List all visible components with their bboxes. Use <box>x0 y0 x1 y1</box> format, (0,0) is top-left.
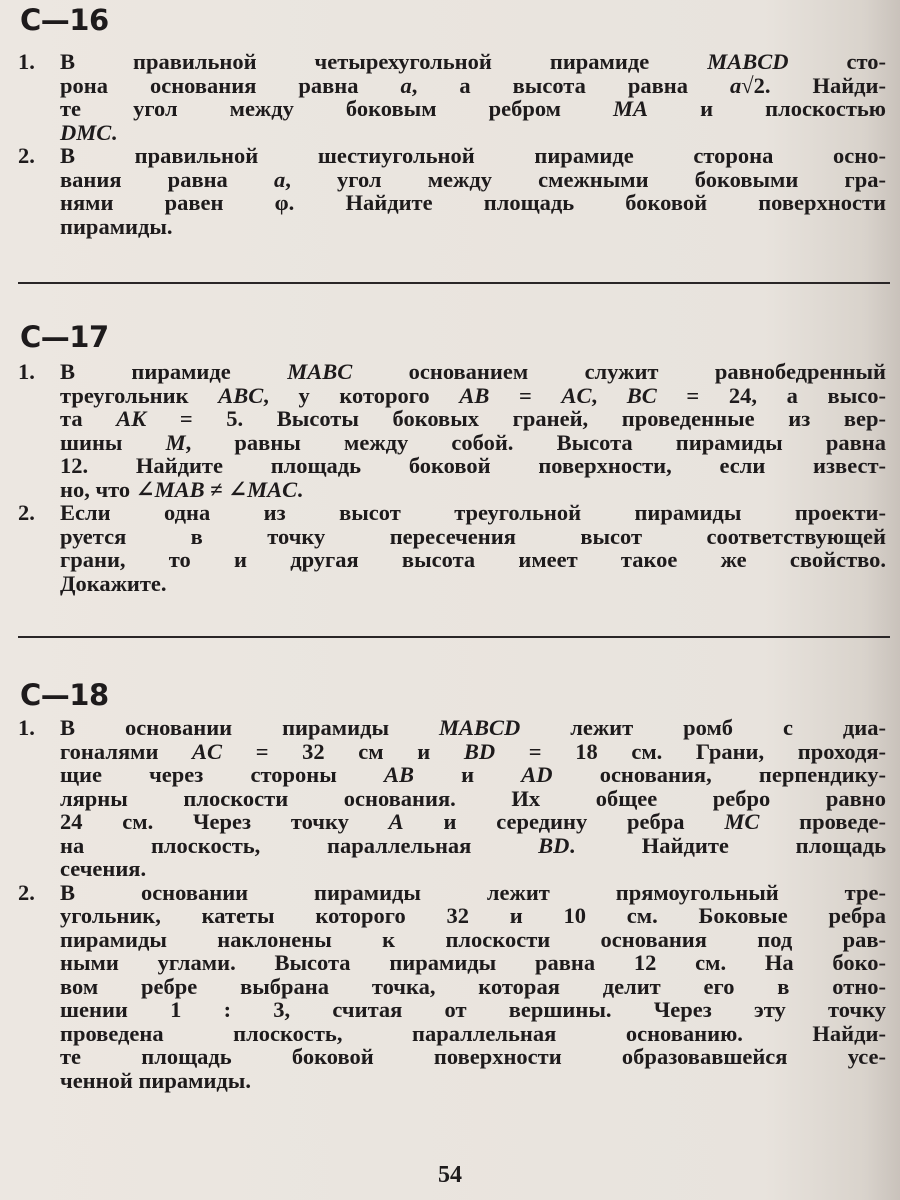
text-segment: = 5. Высоты боковых граней, проведенные из вер- <box>146 406 887 431</box>
section-heading-c17: С—17 <box>20 320 109 354</box>
text-line <box>60 454 886 478</box>
text-segment: грани, то и другая высота имеет такое же свойство. <box>60 547 886 572</box>
text-line <box>60 191 886 215</box>
text-line <box>60 740 886 764</box>
math-variable: DMC <box>60 119 112 145</box>
text-line <box>60 525 886 549</box>
problem-item <box>0 144 900 238</box>
text-line <box>60 975 886 999</box>
math-variable: M <box>165 429 186 455</box>
problem-number: 2. <box>18 500 35 525</box>
text-segment: сечения. <box>60 856 147 881</box>
text-segment: но, что ∠ <box>60 476 155 502</box>
text-segment: В основании пирамиды лежит прямоугольный тре- <box>60 879 886 905</box>
text-segment: , угол между смежными боковыми гра- <box>285 166 886 192</box>
math-variable: MABCD <box>707 49 789 74</box>
math-variable: BC <box>626 382 657 408</box>
divider-rule <box>18 282 890 284</box>
text-segment: треугольник <box>60 382 219 408</box>
text-segment: = <box>489 382 562 408</box>
page-number: 54 <box>438 1162 462 1188</box>
math-variable: A <box>388 809 404 834</box>
text-segment: ≠ ∠ <box>204 476 248 502</box>
text-line <box>60 904 886 928</box>
math-variable: AD <box>521 762 553 787</box>
text-segment: те площадь боковой поверхности образовавшейся усе- <box>60 1044 886 1069</box>
section-c17 <box>0 360 900 595</box>
text-line <box>60 1045 886 1069</box>
problem-item <box>0 716 900 881</box>
text-segment: та <box>60 406 117 431</box>
problem-number: 2. <box>18 879 35 905</box>
text-segment: и плоскостью <box>648 96 886 121</box>
text-segment: пирамиды наклонены к плоскости основания под рав- <box>60 926 886 952</box>
text-segment: руется в точку пересечения высот соответствующей <box>60 523 886 549</box>
math-variable: MABC <box>287 359 353 384</box>
text-line <box>60 857 886 881</box>
text-line <box>60 763 886 787</box>
text-line <box>60 478 886 502</box>
text-segment: В основании пирамиды <box>60 715 439 740</box>
text-segment: , у которого <box>263 382 460 408</box>
text-line <box>60 215 886 239</box>
text-segment: Если одна из высот треугольной пирамиды проекти- <box>60 500 886 525</box>
text-line <box>60 431 886 455</box>
text-segment: ными углами. Высота пирамиды равна 12 см. На боко- <box>60 950 886 975</box>
text-segment: основания, перпендику- <box>552 762 886 787</box>
problem-item <box>0 881 900 1093</box>
math-variable: AC <box>192 738 223 764</box>
section-c18 <box>0 716 900 1092</box>
text-segment: шении 1 : 3, считая от вершины. Через эту точку <box>60 997 886 1022</box>
text-line <box>60 407 886 431</box>
text-segment: проведена плоскость, параллельная основанию. Найди- <box>60 1020 886 1046</box>
text-segment: вом ребре выбрана точка, которая делит его в отно- <box>60 973 886 999</box>
text-segment: на плоскость, параллельная <box>60 832 539 858</box>
section-c16 <box>0 50 900 238</box>
text-line <box>60 572 886 596</box>
math-variable: ABC <box>218 382 264 408</box>
text-line <box>60 97 886 121</box>
text-segment: те угол между боковым ребром <box>60 96 614 121</box>
text-segment: = 32 см и <box>222 738 464 764</box>
text-segment: шины <box>60 429 166 455</box>
problem-item <box>0 50 900 144</box>
text-line <box>60 928 886 952</box>
math-variable: AB <box>459 382 490 408</box>
section-heading-c18: С—18 <box>20 678 109 712</box>
text-segment: = 24, а высо- <box>656 382 887 408</box>
text-line <box>60 144 886 168</box>
section-heading-c16: С—16 <box>20 3 109 37</box>
text-segment: В правильной четырехугольной пирамиде <box>60 49 708 74</box>
text-segment: В правильной шестиугольной пирамиде сторона осно- <box>60 143 886 168</box>
text-segment: . <box>297 476 303 502</box>
text-line <box>60 834 886 858</box>
math-variable: a <box>400 72 412 98</box>
text-line <box>60 881 886 905</box>
text-line <box>60 74 886 98</box>
text-line <box>60 121 886 145</box>
text-line <box>60 951 886 975</box>
text-segment: вания равна <box>60 166 274 192</box>
text-segment: сто- <box>788 49 886 74</box>
math-variable: MAB <box>154 476 205 502</box>
text-line <box>60 1069 886 1093</box>
text-segment: ченной пирамиды. <box>60 1067 251 1093</box>
text-segment: , а высота равна <box>411 72 730 98</box>
text-segment: , равны между собой. Высота пирамиды равна <box>185 429 886 455</box>
text-segment: нями равен φ. Найдите площадь боковой поверхности <box>60 190 886 215</box>
text-segment: . <box>111 119 117 145</box>
text-line <box>60 1022 886 1046</box>
text-segment: . Найдите площадь <box>569 832 886 858</box>
text-segment: лежит ромб с диа- <box>520 715 886 740</box>
divider-rule <box>18 636 890 638</box>
problem-number: 1. <box>18 715 35 740</box>
math-variable: AK <box>116 406 147 431</box>
math-variable: AB <box>383 762 414 787</box>
text-line <box>60 360 886 384</box>
text-segment: и <box>413 762 522 787</box>
text-segment: лярны плоскости основания. Их общее ребро равно <box>60 785 886 811</box>
text-segment: В пирамиде <box>60 359 288 384</box>
text-segment: √2. Найди- <box>741 72 887 98</box>
text-line <box>60 998 886 1022</box>
text-line <box>60 810 886 834</box>
text-segment: гоналями <box>60 738 193 764</box>
math-variable: AC <box>561 382 592 408</box>
text-segment: рона основания равна <box>60 72 401 98</box>
math-variable: MC <box>724 809 760 834</box>
math-variable: a <box>729 72 742 98</box>
problem-item <box>0 501 900 595</box>
math-variable: MAC <box>247 476 298 502</box>
text-segment: проведе- <box>759 809 886 834</box>
text-line <box>60 501 886 525</box>
text-segment: основанием служит равнобедренный <box>352 359 886 384</box>
text-line <box>60 384 886 408</box>
problem-number: 1. <box>18 49 35 74</box>
text-segment: угольник, катеты которого 32 и 10 см. Боковые ребра <box>60 903 886 928</box>
text-segment: 24 см. Через точку <box>60 809 389 834</box>
math-variable: a <box>274 166 286 192</box>
text-line <box>60 548 886 572</box>
text-line <box>60 787 886 811</box>
text-line <box>60 50 886 74</box>
text-segment: щие через стороны <box>60 762 384 787</box>
text-line <box>60 168 886 192</box>
text-segment: , <box>591 382 627 408</box>
problem-number: 2. <box>18 143 35 168</box>
problem-item <box>0 360 900 501</box>
text-segment: и середину ребра <box>403 809 725 834</box>
text-segment: Докажите. <box>60 570 167 596</box>
text-line <box>60 716 886 740</box>
text-segment: пирамиды. <box>60 213 173 239</box>
problem-number: 1. <box>18 359 35 384</box>
math-variable: BD <box>463 738 496 764</box>
math-variable: MA <box>613 96 649 121</box>
math-variable: MABCD <box>438 715 521 740</box>
text-segment: 12. Найдите площадь боковой поверхности, если извест- <box>60 453 886 478</box>
math-variable: BD <box>538 832 570 858</box>
text-segment: = 18 см. Грани, проходя- <box>495 738 886 764</box>
